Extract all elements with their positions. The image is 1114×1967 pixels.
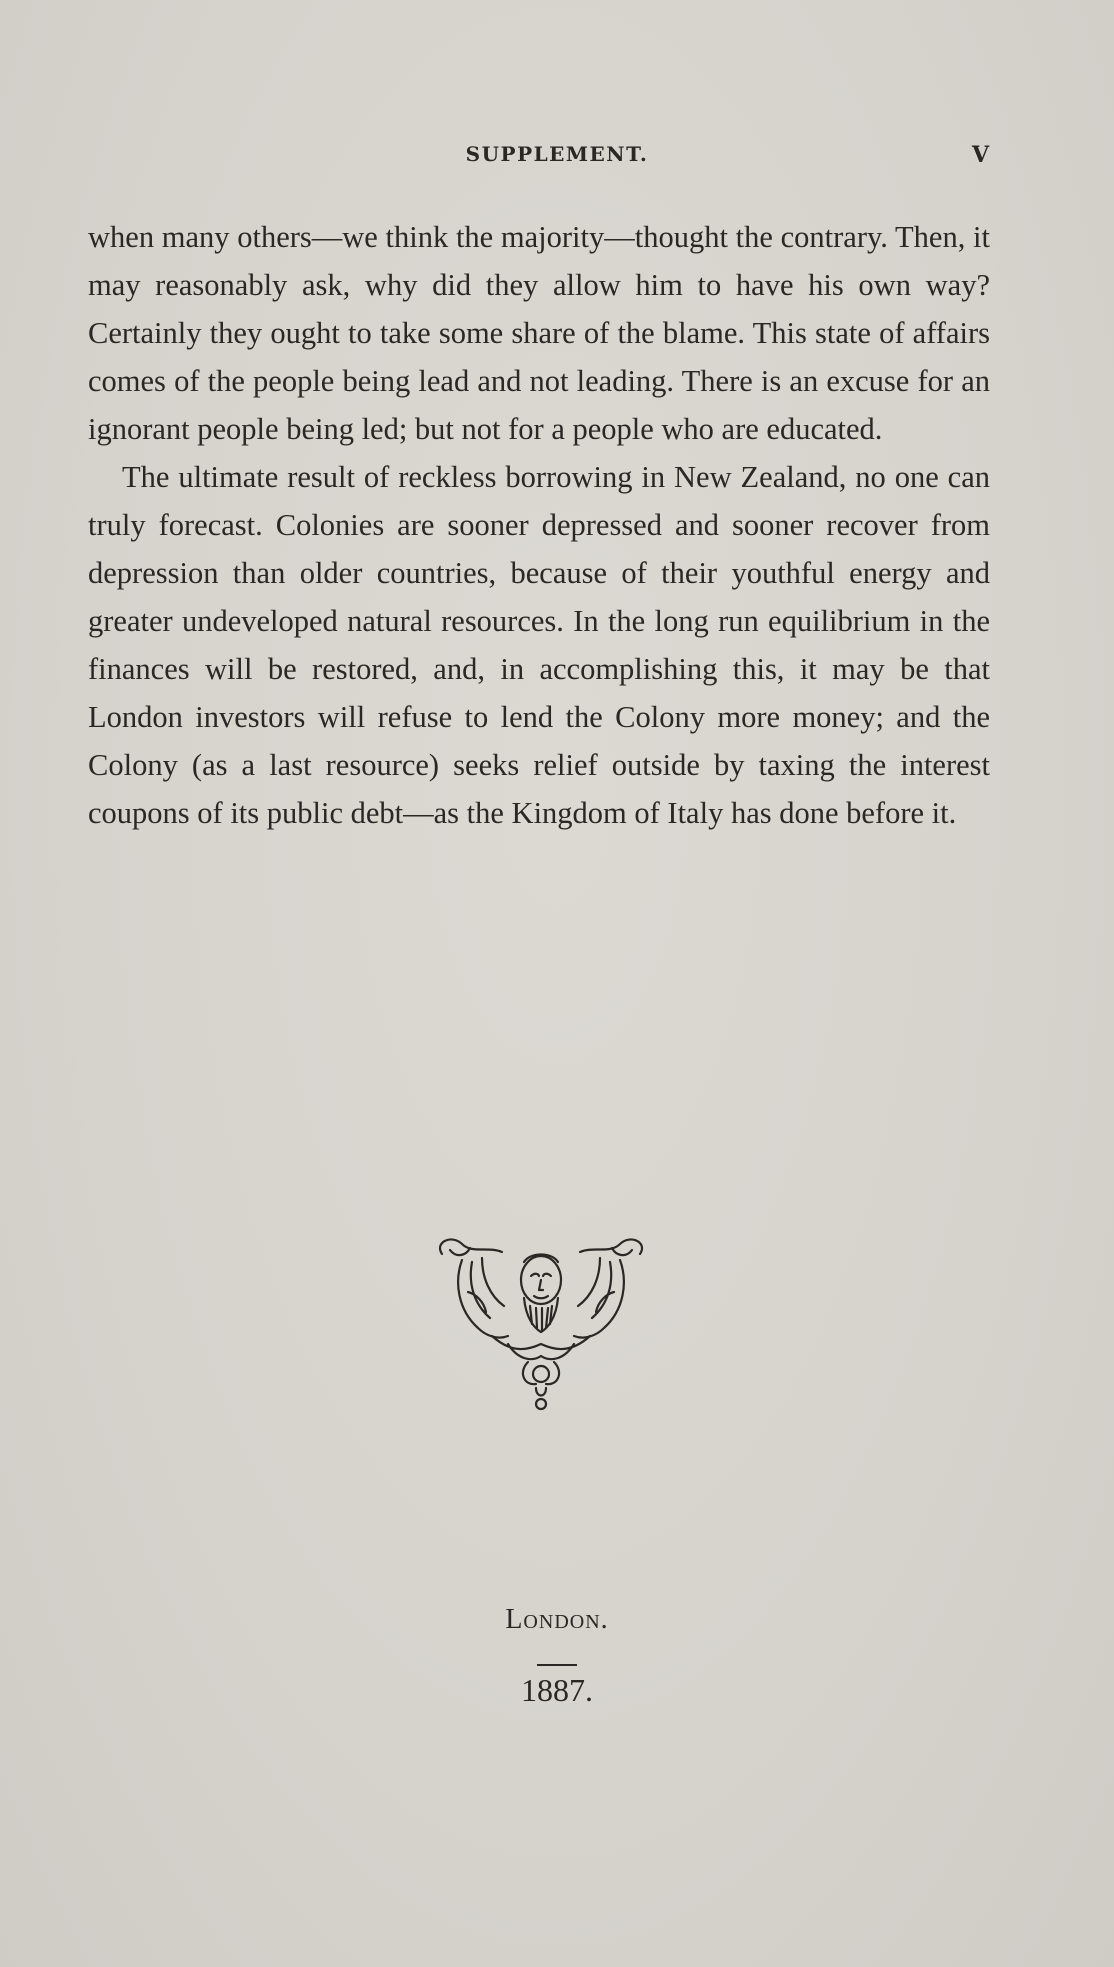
foliate-mask-ornament-icon bbox=[432, 1232, 650, 1414]
body-text bbox=[88, 213, 990, 837]
running-title: SUPPLEMENT. bbox=[465, 142, 649, 166]
paragraph-continued: when many others—we think the majority—thought the contrary. Then, it may reasonably ask, why did they allow him to have his own way? Certainly they ought to take some share of the blame. This state of affairs comes of the people being lead and not leading. There is an excuse for an ignorant people being led; but not for a people who are educated. bbox=[88, 220, 990, 446]
running-head bbox=[0, 138, 1114, 178]
page-number: V bbox=[972, 142, 990, 168]
imprint-place: London. bbox=[505, 1604, 609, 1635]
imprint-year: 1887. bbox=[521, 1672, 593, 1708]
paragraph: The ultimate result of reckless borrowing in New Zealand, no one can truly forecast. Colonies are sooner depressed and sooner recover from depression than older countries, because of their youthful energy and greater undeveloped natural resources. In the long run equilibrium in the finances will be restored, and, in accomplishing this, it may be that London investors will refuse to lend the Colony more money; and the Colony (as a last resource) seeks relief outside by taxing the interest coupons of its public debt—as the Kingdom of Italy has done before it. bbox=[88, 460, 990, 830]
imprint bbox=[0, 1604, 1114, 1709]
imprint-rule bbox=[537, 1664, 577, 1666]
